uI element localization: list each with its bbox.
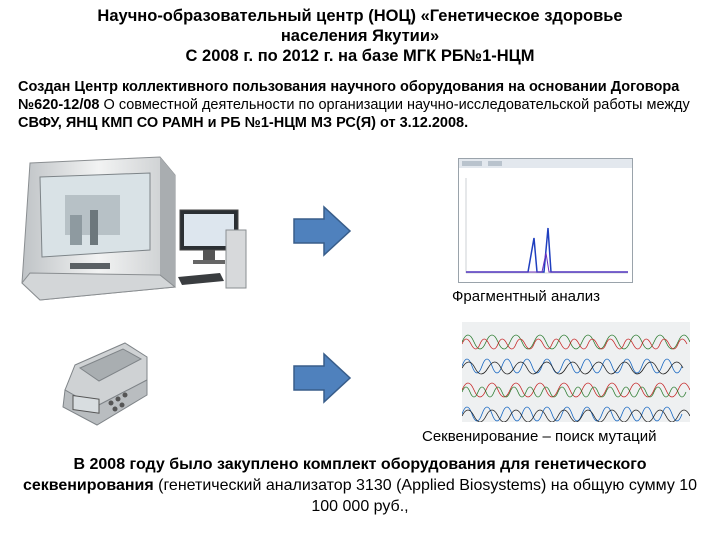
intro-normal-1: О совместной деятельности по организации научно-исследовательской работы между bbox=[99, 97, 690, 113]
genetic-analyzer-image bbox=[10, 155, 250, 305]
footer-bold: В 2008 году было закуплено комплект оборудования для генетического секвенирования bbox=[22, 456, 647, 494]
intro-bold-1: Создан Центр коллективного пользования научного оборудования на основании Договора №620-12/08 bbox=[18, 79, 680, 113]
intro-bold-2: СВФУ, ЯНЦ КМП СО РАМН и РБ №1-НЦМ МЗ РС(Я) от 3.12.2008. bbox=[18, 115, 469, 131]
fragment-analysis-chart-image bbox=[458, 158, 633, 283]
fragment-analysis-caption: Фрагментный анализ bbox=[452, 288, 600, 305]
sequencing-caption: Секвенирование – поиск мутаций bbox=[422, 428, 657, 445]
sequencing-chromatogram-image bbox=[462, 322, 690, 422]
title-line-3: С 2008 г. по 2012 г. на базе МГК РБ№1-НЦМ bbox=[185, 47, 535, 65]
title-line-2: населения Якутии» bbox=[280, 27, 440, 45]
right-arrow-icon bbox=[292, 205, 354, 257]
right-arrow-icon bbox=[292, 352, 354, 404]
slide-title bbox=[40, 6, 680, 66]
intro-paragraph bbox=[18, 78, 708, 132]
footer-paragraph bbox=[20, 454, 700, 517]
footer-normal: (генетический анализатор 3130 (Applied Biosystems) на общую сумму 10 100 000 руб., bbox=[153, 477, 698, 515]
thermocycler-image bbox=[55, 335, 155, 430]
title-line-1: Научно-образовательный центр (НОЦ) «Генетическое здоровье bbox=[97, 7, 623, 25]
